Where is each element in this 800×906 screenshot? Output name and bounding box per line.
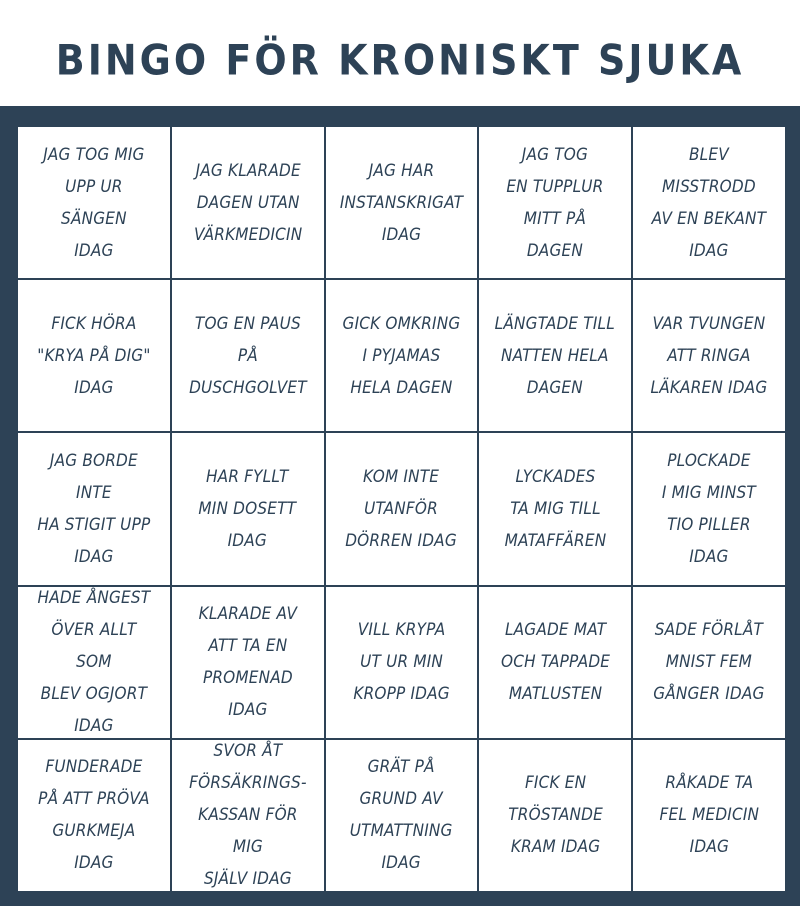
bingo-cell-r5c4[interactable] — [479, 740, 631, 891]
bingo-cell-r2c2[interactable] — [172, 280, 324, 431]
bingo-cell-r4c1[interactable] — [18, 587, 170, 738]
bingo-cell-r4c4[interactable] — [479, 587, 631, 738]
bingo-cell-text: JAG KLARADE DAGEN UTAN VÄRKMEDICIN — [193, 160, 302, 245]
bingo-cell-text: BLEV MISSTRODD AV EN BEKANT IDAG — [651, 144, 767, 261]
bingo-cell-text: SVOR ÅT FÖRSÄKRINGS- KASSAN FÖR MIG SJÄLV IDAG — [188, 741, 307, 890]
bingo-cell-r3c3[interactable] — [326, 433, 478, 584]
bingo-cell-r1c2[interactable] — [172, 127, 324, 278]
bingo-cell-r2c5[interactable] — [633, 280, 785, 431]
bingo-cell-text: SADE FÖRLÅT MNIST FEM GÅNGER IDAG — [653, 620, 765, 705]
bingo-cell-text: JAG TOG MIG UPP UR SÄNGEN IDAG — [43, 144, 145, 261]
bingo-cell-text: TOG EN PAUS PÅ DUSCHGOLVET — [188, 313, 307, 398]
bingo-cell-text: JAG BORDE INTE HA STIGIT UPP IDAG — [37, 450, 151, 567]
bingo-cell-r4c5[interactable] — [633, 587, 785, 738]
bingo-cell-r3c4[interactable] — [479, 433, 631, 584]
bingo-cell-text: FICK HÖRA "KRYA PÅ DIG" IDAG — [37, 313, 151, 398]
bingo-cell-text: RÅKADE TA FEL MEDICIN IDAG — [659, 773, 759, 858]
bingo-cell-r2c4[interactable] — [479, 280, 631, 431]
bingo-cell-r2c3[interactable] — [326, 280, 478, 431]
bingo-cell-text: GRÄT PÅ GRUND AV UTMATTNING IDAG — [350, 757, 453, 874]
bingo-cell-r5c2[interactable] — [172, 740, 324, 891]
bingo-cell-text: VILL KRYPA UT UR MIN KROPP IDAG — [353, 620, 450, 705]
bingo-cell-r3c1[interactable] — [18, 433, 170, 584]
bingo-cell-r2c1[interactable] — [18, 280, 170, 431]
bingo-cell-r5c3[interactable] — [326, 740, 478, 891]
bingo-cell-text: GICK OMKRING I PYJAMAS HELA DAGEN — [342, 313, 461, 398]
bingo-cell-text: FUNDERADE PÅ ATT PRÖVA GURKMEJA IDAG — [38, 757, 150, 874]
bingo-cell-text: KOM INTE UTANFÖR DÖRREN IDAG — [345, 466, 458, 551]
bingo-cell-r1c4[interactable] — [479, 127, 631, 278]
bingo-cell-r1c1[interactable] — [18, 127, 170, 278]
bingo-cell-text: LYCKADES TA MIG TILL MATAFFÄREN — [504, 466, 607, 551]
bingo-board — [0, 106, 800, 906]
bingo-cell-text: PLOCKADE I MIG MINST TIO PILLER IDAG — [662, 450, 757, 567]
bingo-cell-r3c2[interactable] — [172, 433, 324, 584]
bingo-cell-r4c3[interactable] — [326, 587, 478, 738]
bingo-cell-r5c1[interactable] — [18, 740, 170, 891]
bingo-cell-r4c2[interactable] — [172, 587, 324, 738]
bingo-cell-text: HAR FYLLT MIN DOSETT IDAG — [198, 466, 297, 551]
bingo-cell-text: FICK EN TRÖSTANDE KRAM IDAG — [507, 773, 603, 858]
bingo-grid — [18, 127, 785, 891]
bingo-cell-text: LÄNGTADE TILL NATTEN HELA DAGEN — [495, 313, 616, 398]
bingo-cell-r1c5[interactable] — [633, 127, 785, 278]
bingo-cell-text: HADE ÅNGEST ÖVER ALLT SOM BLEV OGJORT IDAG — [37, 588, 151, 737]
bingo-cell-text: LAGADE MAT OCH TAPPADE MATLUSTEN — [500, 620, 610, 705]
bingo-cell-text: VAR TVUNGEN ATT RINGA LÄKAREN IDAG — [650, 313, 768, 398]
page-title: BINGO FÖR KRONISKT SJUKA — [55, 35, 745, 85]
bingo-cell-text: KLARADE AV ATT TA EN PROMENAD IDAG — [198, 604, 297, 721]
bingo-cell-text: JAG HAR INSTANSKRIGAT IDAG — [339, 160, 464, 245]
bingo-cell-r5c5[interactable] — [633, 740, 785, 891]
bingo-cell-r3c5[interactable] — [633, 433, 785, 584]
bingo-cell-r1c3[interactable] — [326, 127, 478, 278]
bingo-cell-text: JAG TOG EN TUPPLUR MITT PÅ DAGEN — [506, 144, 604, 261]
